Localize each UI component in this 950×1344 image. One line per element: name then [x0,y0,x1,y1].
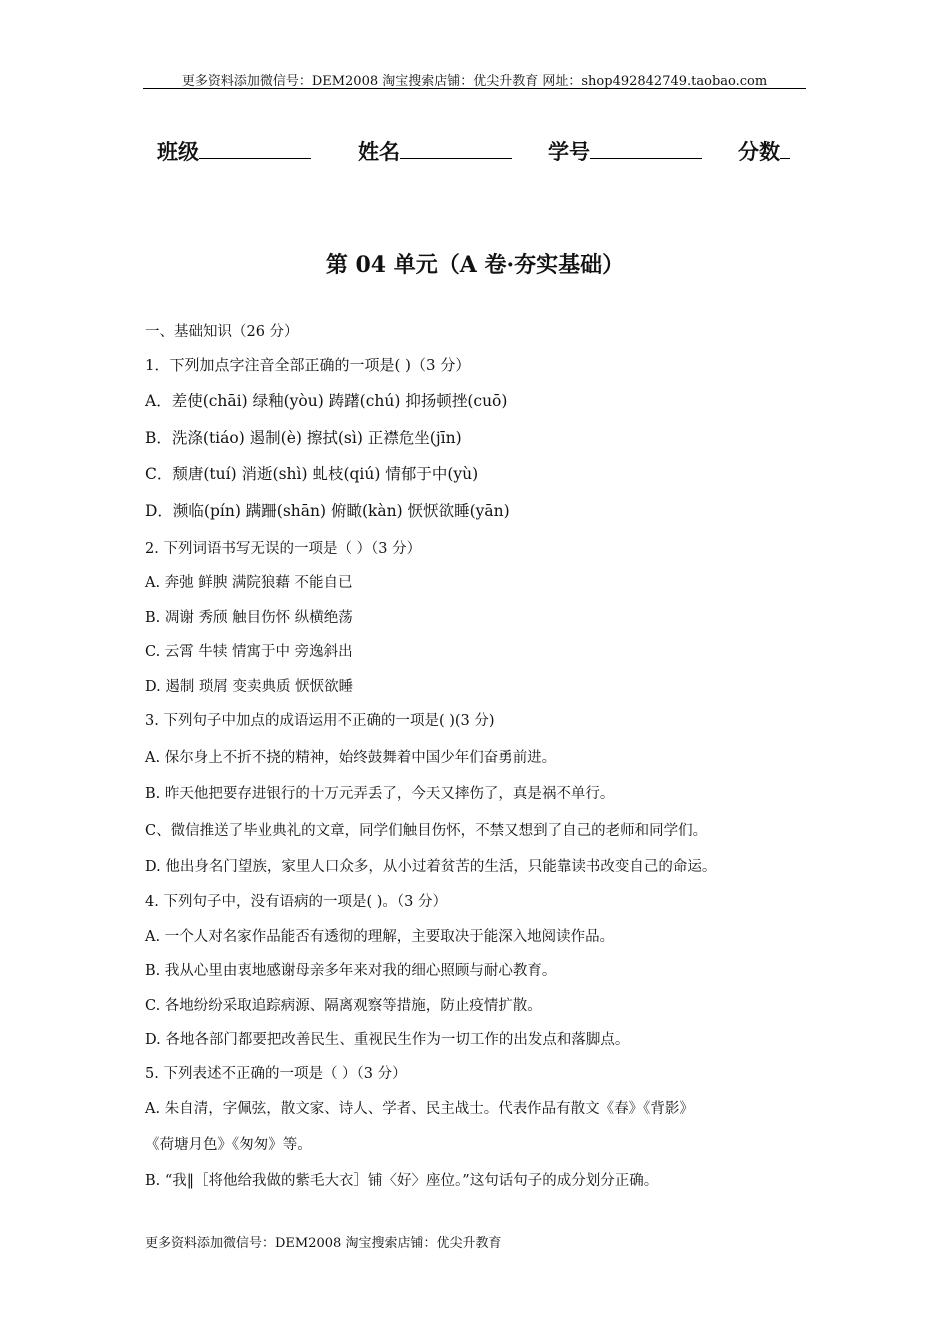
student-id-label: 学号 [548,139,590,164]
class-field[interactable] [157,136,311,166]
q3-option-b[interactable]: B. 昨天他把要存进银行的十万元弄丢了，今天又摔伤了，真是祸不单行。 [145,786,615,802]
q1-option-c[interactable]: C．颓唐(tuí) 消逝(shì) 虬枝(qiú) 情郁于中(yù) [145,465,479,483]
q3-option-d[interactable]: D. 他出身名门望族，家里人口众多，从小过着贫苦的生活，只能靠读书改变自己的命运。 [145,859,717,875]
unit-title: 第 04 单元（A 卷·夯实基础） [325,252,625,278]
header-rule [143,88,806,89]
score-blank[interactable] [780,138,790,159]
q2-option-d[interactable]: D. 遏制 琐屑 变卖典质 恹恹欲睡 [145,679,354,695]
q1-option-a[interactable]: A．差使(chāi) 绿釉(yòu) 踌躇(chú) 抑扬顿挫(cuō) [145,392,508,410]
q4-option-d[interactable]: D. 各地各部门都要把改善民生、重视民生作为一切工作的出发点和落脚点。 [145,1032,630,1048]
q4-option-c[interactable]: C. 各地纷纷采取追踪病源、隔离观察等措施，防止疫情扩散。 [145,998,542,1014]
q3-option-c[interactable]: C、微信推送了毕业典礼的文章，同学们触目伤怀，不禁又想到了自己的老师和同学们。 [145,823,708,839]
q5-stem: 5. 下列表述不正确的一项是（ ）（3 分） [145,1066,407,1082]
q3-stem: 3. 下列句子中加点的成语运用不正确的一项是( )(3 分) [145,713,495,729]
name-field[interactable] [358,136,512,166]
q2-stem: 2. 下列词语书写无误的一项是（ ）（3 分） [145,541,422,557]
class-blank[interactable] [199,138,311,159]
student-id-field[interactable] [548,136,702,166]
q1-option-d[interactable]: D．濒临(pín) 蹒跚(shān) 俯瞰(kàn) 恹恹欲睡(yān) [145,502,510,520]
name-blank[interactable] [400,138,512,159]
class-label: 班级 [157,139,199,164]
page-footer: 更多资料添加微信号：DEM2008 淘宝搜索店铺：优尖升教育 [145,1236,502,1251]
q2-option-a[interactable]: A. 奔弛 鲜腴 满院狼藉 不能自已 [145,575,353,591]
q2-option-c[interactable]: C. 云霄 牛犊 情寓于中 旁逸斜出 [145,644,353,660]
section-heading: 一、基础知识（26 分） [145,324,299,340]
q2-option-b[interactable]: B. 凋谢 秀颀 触目伤怀 纵横绝荡 [145,610,353,626]
q1-option-b[interactable]: B．洗涤(tiáo) 遏制(è) 擦拭(sì) 正襟危坐(jīn) [145,429,462,447]
score-label: 分数 [738,139,780,164]
q3-option-a[interactable]: A. 保尔身上不折不挠的精神，始终鼓舞着中国少年们奋勇前进。 [145,750,557,766]
page-header: 更多资料添加微信号：DEM2008 淘宝搜索店铺：优尖升教育 网址：shop492842749.taobao.com [181,74,768,89]
q4-option-b[interactable]: B. 我从心里由衷地感谢母亲多年来对我的细心照顾与耐心教育。 [145,963,557,979]
q5-option-a[interactable]: A. 朱自清，字佩弦，散文家、诗人、学者、民主战士。代表作品有散文《春》《背影》 [145,1101,694,1117]
score-field[interactable] [738,136,790,166]
q4-option-a[interactable]: A. 一个人对名家作品能否有透彻的理解，主要取决于能深入地阅读作品。 [145,929,615,945]
q5-option-b[interactable]: B. “我‖［将他给我做的紫毛大衣］铺〈好〉座位。”这句话句子的成分划分正确。 [145,1173,659,1189]
q5-option-a-continued: 《荷塘月色》《匆匆》等。 [145,1137,312,1153]
q1-stem: 1．下列加点字注音全部正确的一项是( )（3 分） [145,356,471,374]
student-id-blank[interactable] [590,138,702,159]
q4-stem: 4. 下列句子中，没有语病的一项是( )。（3 分） [145,894,447,910]
name-label: 姓名 [358,139,400,164]
